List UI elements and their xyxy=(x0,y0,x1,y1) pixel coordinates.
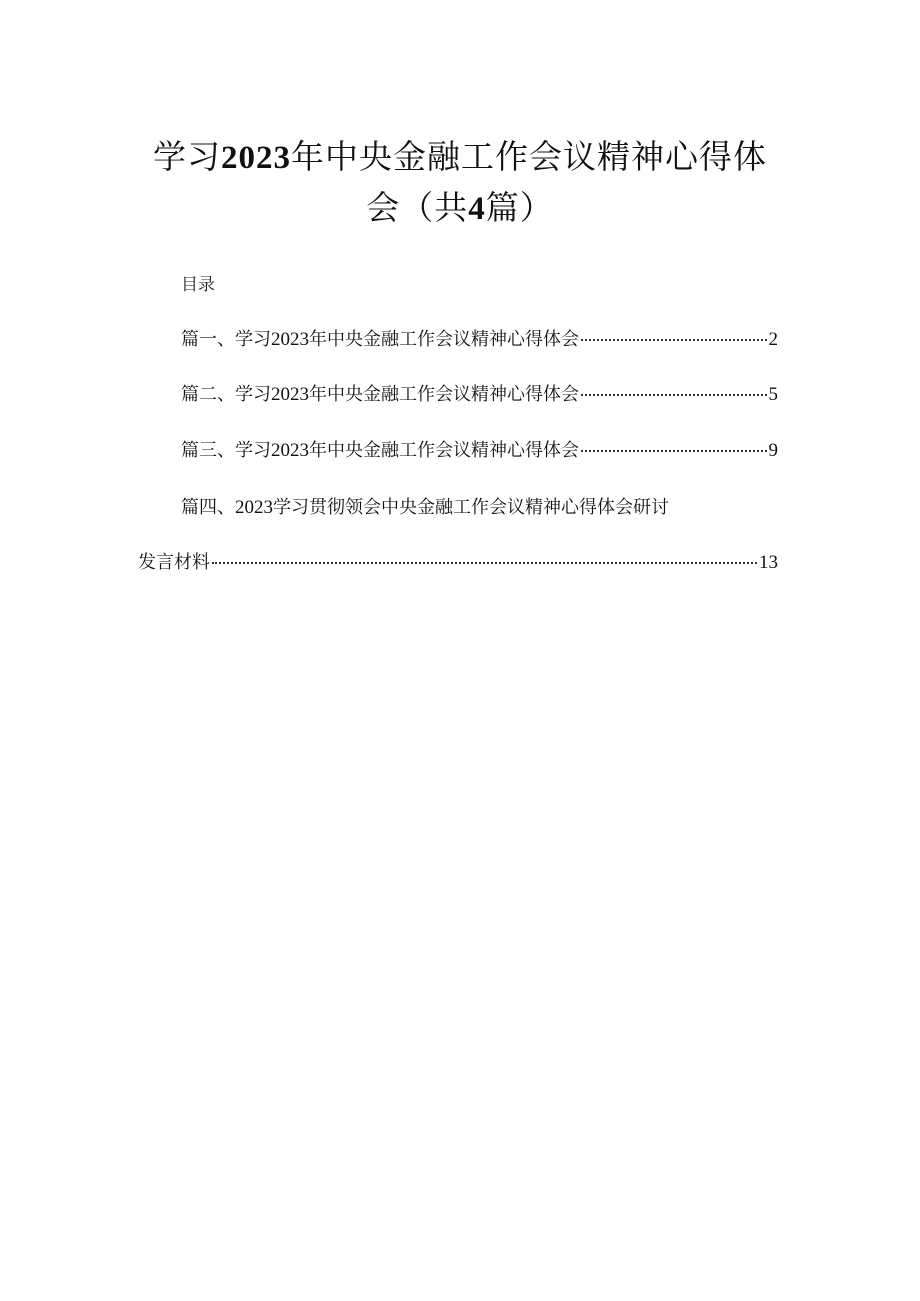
title-line-2-suffix: 篇） xyxy=(485,188,554,227)
toc-entry-1-suffix: 年中央金融工作会议精神心得体会 xyxy=(309,329,579,350)
toc-entry-4-suffix: 学习贯彻领会中央金融工作会议精神心得体会研讨 xyxy=(273,497,669,518)
toc-entry-4-year: 2023 xyxy=(235,497,273,518)
toc-entry-3-prefix: 篇三、学习 xyxy=(181,440,271,461)
title-count: 4 xyxy=(468,191,486,227)
toc-entry-2-page: 5 xyxy=(768,384,778,405)
toc-entry-4[interactable] xyxy=(181,494,669,522)
toc-entry-3-page: 9 xyxy=(768,440,778,461)
toc-entry-1-year: 2023 xyxy=(271,329,309,350)
toc-entry-2-label xyxy=(181,381,579,409)
title-line-1-suffix: 年中央金融工作会议精神心得体 xyxy=(291,137,767,176)
toc-entry-2-prefix: 篇二、学习 xyxy=(181,384,271,405)
toc-leader-dots xyxy=(212,562,757,564)
toc-entry-1-prefix: 篇一、学习 xyxy=(181,329,271,350)
toc-leader-dots xyxy=(581,339,767,341)
toc-entry-3-suffix: 年中央金融工作会议精神心得体会 xyxy=(309,440,579,461)
toc-entry-2-year: 2023 xyxy=(271,384,309,405)
toc-entry-1[interactable] xyxy=(181,326,778,354)
toc-entry-1-label xyxy=(181,326,579,354)
toc-leader-dots xyxy=(581,394,767,396)
toc-leader-dots xyxy=(581,450,767,452)
toc-entry-4-continuation-label: 发言材料 xyxy=(138,552,210,573)
title-line-1-prefix: 学习 xyxy=(153,137,221,176)
toc-entry-4-page: 13 xyxy=(759,552,778,573)
toc-entry-2[interactable] xyxy=(181,381,778,409)
title-line-2 xyxy=(120,183,800,234)
toc-entry-4-prefix: 篇四、 xyxy=(181,497,235,518)
title-year: 2023 xyxy=(221,140,291,176)
toc-entry-3[interactable] xyxy=(181,437,778,465)
title-line-2-prefix: 会（共 xyxy=(366,188,469,227)
toc-entry-3-year: 2023 xyxy=(271,440,309,461)
title-line-1 xyxy=(120,132,800,183)
toc-entry-1-page: 2 xyxy=(768,329,778,350)
toc-entry-2-suffix: 年中央金融工作会议精神心得体会 xyxy=(309,384,579,405)
document-title xyxy=(120,132,800,234)
toc-heading: 目录 xyxy=(181,275,215,295)
toc-entry-3-label xyxy=(181,437,579,465)
toc-entry-4-continuation[interactable] xyxy=(138,549,778,577)
